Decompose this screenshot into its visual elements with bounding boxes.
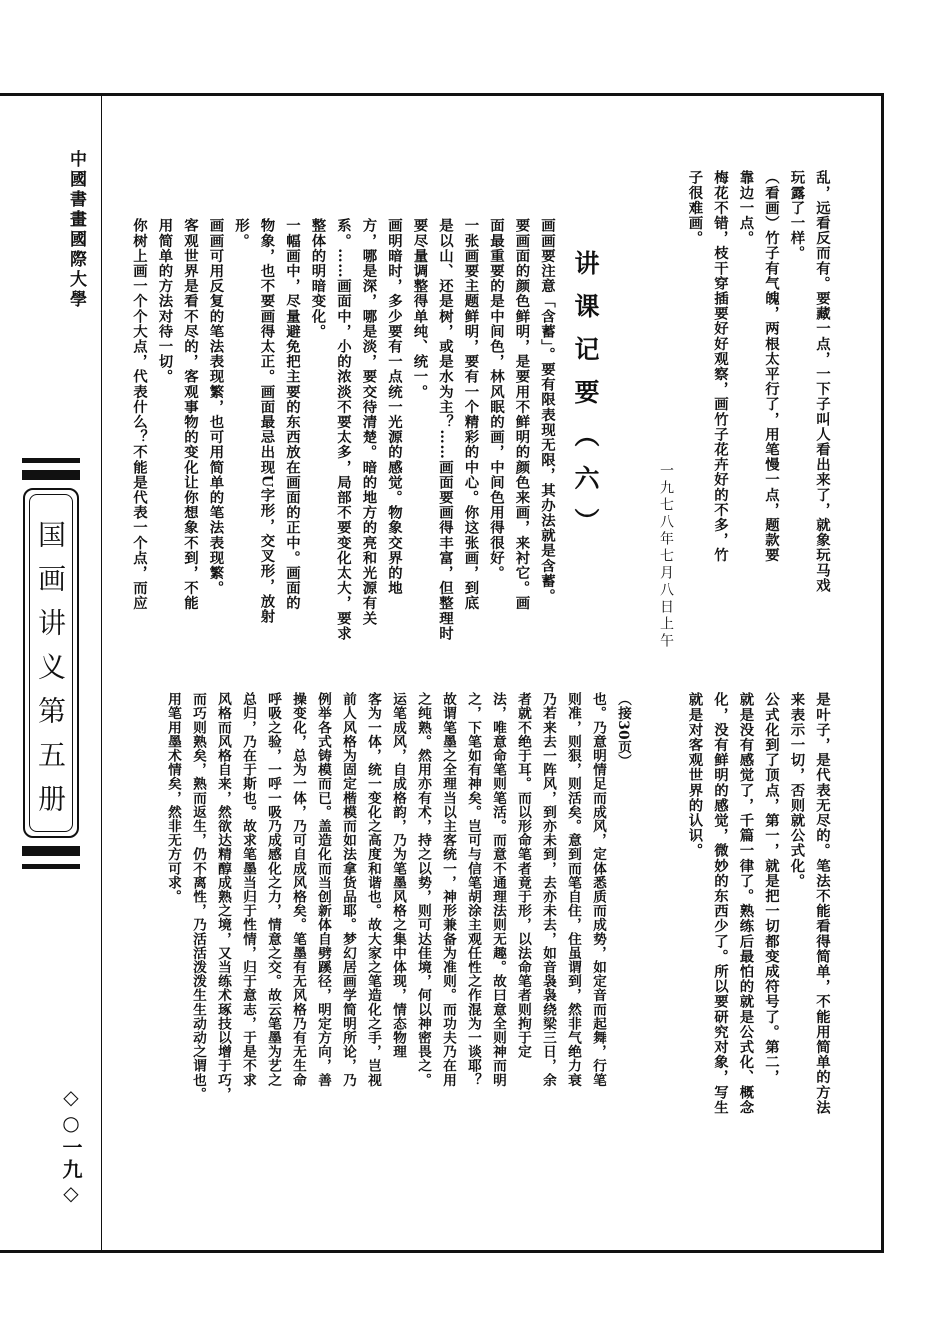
- text-line: 化，没有鲜明的感觉，微妙的东西少了。所以要研究对象，写生: [712, 692, 729, 1115]
- lecture-date: 一九七八年七月八日上午: [658, 463, 674, 650]
- intro-text: [682, 170, 835, 650]
- text-line: 则准，则狠，则活矣。意到而笔自住，住虽谓到，然非气绝力衰: [565, 692, 581, 1087]
- text-line: 风格而风格自来，然欲达精醇成熟之境，又当练术琢技以增于巧，: [215, 692, 231, 1101]
- text-line: 呼吸之验，一呼一吸乃成感化之力，情意之交。故云笔墨为艺之: [265, 692, 281, 1087]
- text-line: 也。乃意明情足而成风，定体悉质而成势，如定音而起舞，行笔: [590, 692, 606, 1087]
- continuation-note: [160, 692, 635, 1192]
- text-line: （看画）竹子有气魄，两根太平行了，用笔慢一点，题款要: [763, 170, 780, 563]
- text-line: 玩露了一样。: [788, 170, 806, 261]
- continued-text: [682, 692, 835, 1172]
- volume-title: 国画讲义第五册: [34, 520, 67, 828]
- page-number: ◇○一九◇: [59, 1085, 83, 1207]
- text-line: 运笔成风，自成格韵，乃为笔墨风格之集中体现，情态物理: [390, 692, 406, 1059]
- lecture-body: [127, 218, 561, 650]
- text-line: 方，哪是深，哪是淡，要交待清楚。暗的地方的亮和光源有关: [360, 218, 378, 626]
- text-line: 是以山、还是树，或是水为主？……画面要画得丰富，但整理时: [437, 218, 454, 641]
- text-line: 物象，也不要画得太正。画面最忌出现U字形，交叉形，放射形。: [233, 218, 276, 624]
- volume-top-bar: [22, 458, 80, 463]
- text-line: 故谓笔墨之全理当以主客统一，神形兼备为准则。而功夫乃在用: [440, 692, 456, 1087]
- text-line: 画画要注意「含蓄」。要有限表现无限，其办法就是含蓄。: [539, 218, 556, 604]
- text-line: 用简单的方法对待一切。: [156, 218, 174, 385]
- text-line: 就是没有感觉了，千篇一律了。熟练后最怕的就是公式化、概念: [737, 692, 755, 1115]
- text-line: 公式化到了顶点，第一，就是把一切都变成符号了。第二，: [763, 692, 780, 1085]
- text-line: 要画面的颜色鲜明，是要用不鲜明的颜色来画，来衬它。画: [513, 218, 531, 611]
- text-line: 就是对客观世界的认识。: [686, 692, 704, 859]
- text-line: 乱，远看反而有。要藏一点，一下子叫人看出来了，就象玩马戏: [814, 170, 831, 593]
- text-line: 画明暗时，多少要有一点统一光源的感觉。物象交界的地: [386, 218, 403, 596]
- text-line: 是叶子，是代表无尽的。笔法不能看得简单，不能用简单的方法: [814, 692, 831, 1115]
- text-line: 来表示一切，否则就公式化。: [788, 692, 806, 889]
- text-line: 之纯熟。然用亦有术，持之以势，则可达佳境，何以神密畏之。: [415, 692, 431, 1087]
- spine-divider: [101, 96, 102, 1250]
- text-line: 要尽量调整得单纯、统一。: [411, 218, 429, 400]
- text-line: 例举各式铸模而已。盖造化而当创新体自劈蹊径，明定方向，善: [315, 692, 331, 1087]
- text-line: 整体的明暗变化。: [309, 218, 327, 339]
- text-line: 客为一体，统一变化之高度和谐也。故大家之笔造化之手，岂视: [365, 692, 381, 1087]
- text-line: 法，唯意命笔则笔活。而意不通理法则无趣。故曰意全则神而明: [490, 692, 506, 1087]
- text-line: 之，下笔如有神矣。岂可与信笔胡涂主观任性之作混为一谈耶？: [465, 692, 481, 1087]
- volume-bottom-bar-thick: [22, 846, 80, 856]
- text-line: 你树上画一个个大点，代表什么？不能是代表一个点，而应: [131, 218, 148, 611]
- text-line: 靠边一点。: [737, 170, 755, 246]
- text-line: 而巧则熟矣，熟而返生，仍不离性，乃活活泼泼生生动动之谓也。: [190, 692, 206, 1101]
- text-line: 系。……画面中，小的浓淡不要太多，局部不要变化太大，要求: [335, 218, 352, 641]
- text-line: 面最重要的是中间色，林风眠的画，中间色用得很好。: [488, 218, 505, 581]
- volume-bottom-bar: [22, 864, 80, 869]
- text-line: 梅花不错，枝干穿插要好好观察，画竹子花卉好的不多，竹: [712, 170, 729, 563]
- page-title: 讲课记要（六）: [571, 250, 600, 551]
- text-line: 一张画要主题鲜明，要有一个精彩的中心。你这张画，到底: [462, 218, 480, 611]
- text-line: 操变化，总为一体，乃可自成风格矣。笔墨有无风格乃有无生命: [290, 692, 306, 1087]
- text-line: 前人风格为固定楷模而如法拿货品耶。梦幻居画学简明所论，乃: [340, 692, 356, 1087]
- text-line: 用笔用墨术情矣，然非无方可求。: [165, 692, 181, 904]
- volume-top-bar-thick: [22, 470, 80, 480]
- text-line: 乃若来去一阵风，到亦未到，去亦未去，如音袅袅绕梁三日，余: [540, 692, 556, 1087]
- text-line: 者就不绝于耳。而以形命笔者竟于形，以法命笔者则拘于定: [515, 692, 531, 1059]
- text-line: 客观世界是看不尽的，客观事物的变化让你想象不到，不能: [182, 218, 199, 611]
- university-name: 中國書畫國際大學: [66, 150, 86, 310]
- note-label: （接30页）: [615, 692, 631, 769]
- text-line: 总归，乃在于斯也。故求笔墨当归于性情，归于意志，于是不求: [240, 692, 256, 1087]
- text-line: 画画可用反复的笔法表现繁，也可用简单的笔法表现繁。: [207, 218, 225, 596]
- text-line: 一幅画中，尽量避免把主要的东西放在画面的正中。画面的: [284, 218, 301, 611]
- text-line: 子很难画。: [686, 170, 704, 246]
